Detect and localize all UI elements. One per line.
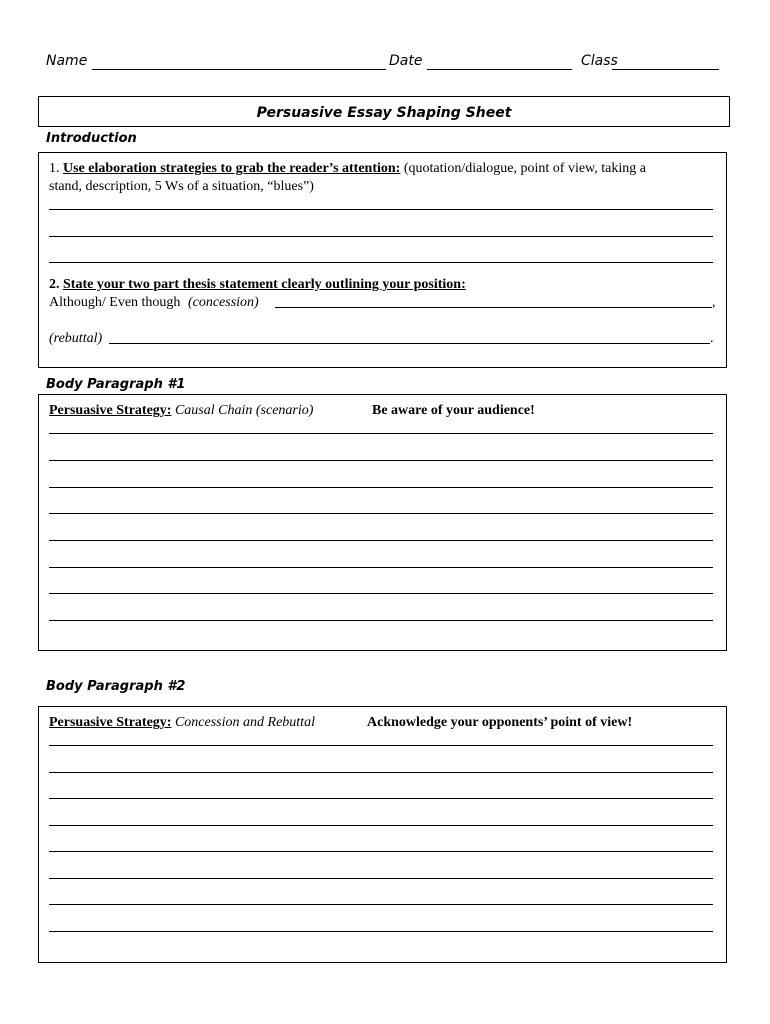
writing-line[interactable]	[49, 851, 713, 852]
date-field-line[interactable]	[427, 69, 572, 70]
name-label: Name	[46, 53, 88, 69]
writing-line[interactable]	[49, 878, 713, 879]
writing-line[interactable]	[49, 772, 713, 773]
page-title: Persuasive Essay Shaping Sheet	[256, 105, 512, 121]
writing-line[interactable]	[49, 745, 713, 746]
body2-strategy-value: Concession and Rebuttal	[174, 715, 315, 730]
writing-line[interactable]	[49, 620, 713, 621]
name-field-line[interactable]	[92, 69, 386, 70]
writing-line[interactable]	[49, 931, 713, 932]
rebuttal-line[interactable]	[109, 343, 710, 344]
thesis-period: .	[710, 331, 714, 346]
writing-line[interactable]	[49, 540, 713, 541]
class-field-line[interactable]	[612, 69, 719, 70]
body2-strategy-label: Persuasive Strategy:	[49, 715, 172, 730]
thesis-prefix: Although/ Even though	[49, 295, 181, 310]
intro-item-2	[49, 276, 466, 294]
class-label: Class	[581, 53, 618, 69]
introduction-box	[38, 152, 727, 368]
intro-item-1	[49, 160, 646, 178]
body2-heading: Body Paragraph #2	[46, 679, 186, 694]
header-row	[0, 0, 770, 80]
writing-line[interactable]	[49, 433, 713, 434]
body1-note: Be aware of your audience!	[372, 403, 535, 418]
date-label: Date	[389, 53, 423, 69]
thesis-concession-label: (concession)	[187, 295, 259, 310]
body1-strategy	[49, 402, 313, 420]
writing-line[interactable]	[49, 593, 713, 594]
intro-item-1-bold: Use elaboration strategies to grab the reader’s attention:	[63, 161, 401, 176]
writing-line[interactable]	[49, 825, 713, 826]
body1-box	[38, 394, 727, 651]
writing-line[interactable]	[49, 513, 713, 514]
introduction-heading: Introduction	[46, 131, 137, 146]
intro-item-1-number: 1.	[49, 161, 60, 176]
writing-line[interactable]	[49, 262, 713, 263]
intro-item-2-number: 2.	[49, 277, 60, 292]
body1-strategy-label: Persuasive Strategy:	[49, 403, 172, 418]
writing-line[interactable]	[49, 209, 713, 210]
thesis-although	[49, 294, 259, 312]
writing-line[interactable]	[49, 904, 713, 905]
writing-line[interactable]	[49, 567, 713, 568]
intro-item-2-bold: State your two part thesis statement clearly outlining your position:	[63, 277, 466, 292]
body1-heading: Body Paragraph #1	[46, 377, 186, 392]
body2-box	[38, 706, 727, 963]
intro-item-1-rest: (quotation/dialogue, point of view, taking a	[403, 161, 646, 176]
body2-strategy	[49, 714, 315, 732]
concession-line[interactable]	[275, 307, 712, 308]
body1-strategy-value: Causal Chain (scenario)	[174, 403, 314, 418]
thesis-rebuttal-label: (rebuttal)	[49, 331, 103, 346]
writing-line[interactable]	[49, 487, 713, 488]
writing-line[interactable]	[49, 236, 713, 237]
writing-line[interactable]	[49, 798, 713, 799]
thesis-comma: ,	[712, 295, 716, 310]
intro-item-1-line2: stand, description, 5 Ws of a situation, “blues”)	[49, 179, 314, 194]
writing-line[interactable]	[49, 460, 713, 461]
title-box	[38, 96, 730, 127]
body2-note: Acknowledge your opponents’ point of view!	[367, 715, 633, 730]
